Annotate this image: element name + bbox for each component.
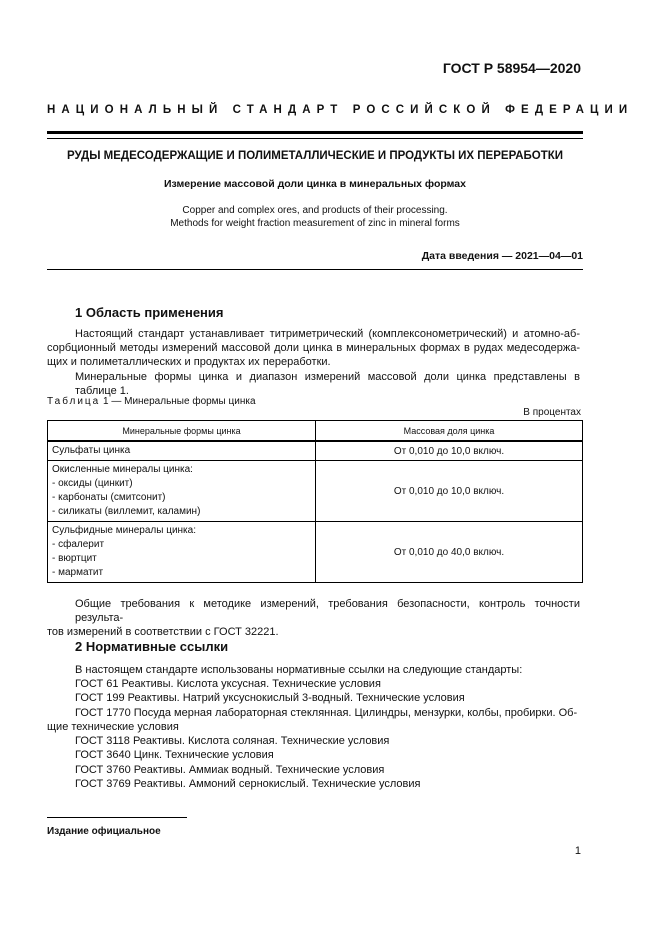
table-caption-label: Таблица — [47, 396, 101, 407]
table-cell-mineral — [48, 522, 316, 583]
normative-references-list — [47, 677, 578, 791]
mineral-line: - оксиды (цинкит) — [52, 478, 133, 489]
paragraph-line: Общие требования к методике измерений, требования безопасности, контроль точности результа- — [75, 598, 580, 624]
reference-item-continuation: щие технические условия — [47, 720, 179, 733]
table-caption — [47, 396, 256, 407]
paragraph-line: сорбционный методы измерений массовой доли цинка в минеральных формах в рудах медесодержа- — [47, 342, 580, 354]
section-1-heading: 1 Область применения — [75, 305, 224, 320]
table-header-row — [48, 421, 583, 442]
reference-item: ГОСТ 199 Реактивы. Натрий уксуснокислый 3-водный. Технические условия — [75, 692, 465, 705]
header-thick-rule — [47, 131, 583, 134]
table-cell-range: От 0,010 до 40,0 включ. — [316, 522, 583, 583]
table-cell-mineral — [48, 461, 316, 522]
mineral-line: - карбонаты (смитсонит) — [52, 492, 166, 503]
introduction-date: Дата введения — 2021—04—01 — [421, 250, 583, 262]
paragraph-line: тов измерений в соответствии с ГОСТ 32221. — [47, 626, 279, 638]
mineral-forms-table — [47, 420, 583, 583]
footer-rule — [47, 817, 187, 818]
mineral-line: Сульфаты цинка — [52, 445, 131, 456]
header-thin-rule — [47, 138, 583, 139]
table-caption-text: 1 — Минеральные формы цинка — [103, 396, 256, 407]
table-header-mineral-forms: Минеральные формы цинка — [48, 421, 316, 442]
mineral-line: - сфалерит — [52, 539, 105, 550]
table-cell-range: От 0,010 до 10,0 включ. — [316, 441, 583, 461]
paragraph-line: щих и полиметаллических и продуктах их переработки. — [47, 356, 331, 368]
reference-item: ГОСТ 3760 Реактивы. Аммиак водный. Технические условия — [75, 763, 385, 776]
reference-item: ГОСТ 3769 Реактивы. Аммоний сернокислый. Технические условия — [75, 778, 421, 791]
table-header-mass-fraction: Массовая доля цинка — [316, 421, 583, 442]
document-code: ГОСТ Р 58954—2020 — [442, 60, 581, 76]
reference-item: ГОСТ 61 Реактивы. Кислота уксусная. Технические условия — [75, 678, 381, 690]
section-1-paragraph-2 — [47, 370, 580, 398]
paragraph-line: Минеральные формы цинка и диапазон измерений массовой доли цинка представлены в таблице 1. — [75, 371, 580, 397]
mineral-line: - вюртцит — [52, 553, 97, 564]
table-cell-range: От 0,010 до 10,0 включ. — [316, 461, 583, 522]
paragraph-line: Настоящий стандарт устанавливает титриметрический (комплексонометрический) и атомно-аб- — [75, 328, 580, 340]
national-standard-heading: НАЦИОНАЛЬНЫЙ СТАНДАРТ РОССИЙСКОЙ ФЕДЕРАЦИИ — [47, 104, 634, 116]
mineral-line: - силикаты (виллемит, каламин) — [52, 506, 201, 517]
english-title-line-2: Methods for weight fraction measurement of zinc in mineral forms — [170, 218, 460, 229]
normative-references-intro: В настоящем стандарте использованы нормативные ссылки на следующие стандарты: — [75, 664, 523, 676]
official-edition-label: Издание официальное — [47, 826, 161, 837]
mineral-line: Сульфидные минералы цинка: — [52, 525, 196, 536]
reference-item: ГОСТ 1770 Посуда мерная лабораторная стеклянная. Цилиндры, мензурки, колбы, пробирки. Об- — [75, 706, 578, 719]
table-row — [48, 441, 583, 461]
general-requirements-paragraph — [47, 597, 580, 639]
table-row — [48, 461, 583, 522]
reference-item: ГОСТ 3118 Реактивы. Кислота соляная. Технические условия — [75, 735, 390, 748]
document-subtitle: Измерение массовой доли цинка в минеральных формах — [164, 178, 466, 190]
table-cell-mineral — [48, 441, 316, 461]
section-1-paragraph-1 — [47, 327, 580, 369]
reference-item: ГОСТ 3640 Цинк. Технические условия — [75, 749, 274, 762]
mineral-line: - марматит — [52, 567, 104, 578]
date-rule — [47, 269, 583, 270]
table-row — [48, 522, 583, 583]
table-units: В процентах — [523, 407, 581, 418]
mineral-line: Окисленные минералы цинка: — [52, 464, 193, 475]
document-title: РУДЫ МЕДЕСОДЕРЖАЩИЕ И ПОЛИМЕТАЛЛИЧЕСКИЕ И ПРОДУКТЫ ИХ ПЕРЕРАБОТКИ — [66, 150, 564, 162]
english-title — [47, 204, 583, 230]
page-number: 1 — [574, 845, 581, 857]
section-2-heading: 2 Нормативные ссылки — [75, 639, 229, 654]
english-title-line-1: Copper and complex ores, and products of their processing. — [182, 205, 448, 216]
